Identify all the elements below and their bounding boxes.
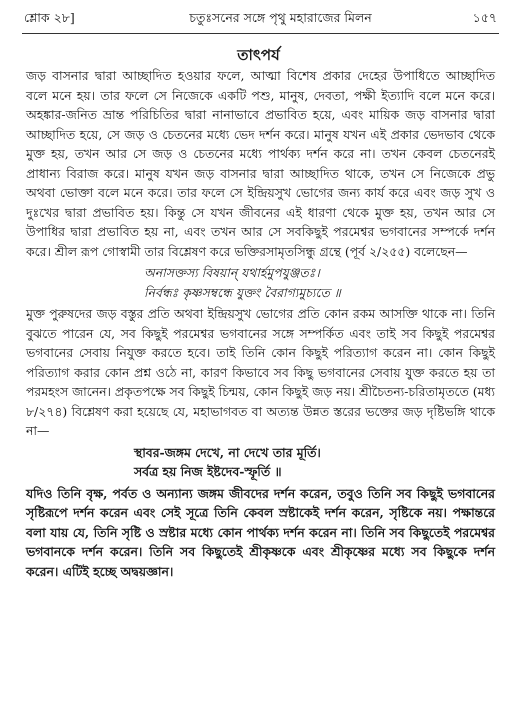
verse2-line-1: স্থাবর-জঙ্গম দেখে, না দেখে তার মূর্তি। (134, 444, 321, 460)
paragraph-1: জড় বাসনার দ্বারা আচ্ছাদিত হওয়ার ফলে, আত্মা বিশেষ প্রকার দেহের উপাধিতে আচ্ছাদিত বলে মনে হয়। তার ফলে সে নিজেকে একটি পশু, মানুষ, দেবতা, পক্ষী ইত্যাদি বলে মনে করে। অহঙ্কার-জনিত ভ্রান্ত পরিচিতির দ্বারা নানাভাবে প্রভাবিত হয়ে, এবং মায়িক জড় বাসনার দ্বারা আচ্ছাদিত হয়ে, সে জড় ও চেতনের মধ্যে ভেদ দর্শন করে। মানুষ যখন এই প্রকার ভেদভাব থেকে মুক্ত হয়, তখন আর সে জড় ও চেতনের মধ্যে পার্থক্য দর্শন করে না। তখন কেবল চেতনেরই প্রাধান্য বিরাজ করে। মানুষ যখন জড় বাসনার দ্বারা আচ্ছাদিত থাকে, তখন সে নিজেকে প্রভু অথবা ভোক্তা বলে মনে করে। তার ফলে সে ইন্দ্রিয়সুখ ভোগের জন্য কার্য করে এবং জড় সুখ ও দুঃখের দ্বারা প্রভাবিত হয়। কিন্তু সে যখন জীবনের এই ধারণা থেকে মুক্ত হয়, তখন আর সে উপাধির দ্বারা প্রভাবিত হয় না, এবং তখন আর সে সবকিছুই পরমেশ্বর ভগবানের সম্পর্কে দর্শন করে। শ্রীল রূপ গোস্বামী তার বিশ্লেষণ করে ভক্তিরসামৃতসিন্ধু গ্রন্থে (পূর্ব ২/২৫৫) বলেছেন— (26, 68, 495, 259)
page-number: ১৫৭ (472, 10, 497, 25)
paragraph-2: মুক্ত পুরুষদের জড় বস্তুর প্রতি অথবা ইন্দ্রিয়সুখ ভোগের প্রতি কোন রকম আসক্তি থাকে না। তিনি বুঝতে পারেন যে, সব কিছুই পরমেশ্বর ভগবানের সঙ্গে সম্পর্কিত এবং তাই সব কিছুই পরমেশ্বর ভগবানের সেবায় নিযুক্ত করতে হবে। তাই তিনি কোন কিছুই পরিত্যাগ করেন না। কোন কিছুই পরিত্যাগ করার কোন প্রশ্ন ওঠে না, কারণ কিভাবে সব কিছু ভগবানের সেবায় যুক্ত করতে হয় তা পরমহংস জানেন। প্রকৃতপক্ষে সব কিছুই চিন্ময়, কোন কিছুই জড় নয়। শ্রীচৈতন্য-চরিতামৃততে (মধ্য ৮/২৭৪) বিশ্লেষণ করা হয়েছে যে, মহাভাগবত বা অত্যন্ত উন্নত স্তরের ভক্তের জড় দৃষ্টিভঙ্গি থাকে না— (26, 306, 495, 438)
verse-line-1: অনাসক্তস্য বিষয়ান্ যথার্হমুপযুঞ্জতঃ। (144, 265, 320, 280)
running-head (24, 10, 497, 32)
bengali-verse (26, 443, 495, 482)
sanskrit-verse (26, 263, 495, 302)
verse-number: শ্লোক ২৮] (24, 10, 75, 25)
paragraph-3: যদিও তিনি বৃক্ষ, পর্বত ও অন্যান্য জঙ্গম জীবদের দর্শন করেন, তবুও তিনি সব কিছুই ভগবানের সৃষ্টিরূপে দর্শন করেন এবং সেই সূত্রে তিনি কেবল স্রষ্টাকেই দর্শন করেন, সৃষ্টিকে নয়। পক্ষান্তরে বলা যায় যে, তিনি সৃষ্টি ও স্রষ্টার মধ্যে কোন পার্থক্য দর্শন করেন না। তিনি সব কিছুতেই পরমেশ্বর ভগবানকে দর্শন করেন। তিনি সব কিছুতেই শ্রীকৃষ্ণকে এবং শ্রীকৃষ্ণের মধ্যে সব কিছুকে দর্শন করেন। এটিই হচ্ছে অদ্বয়জ্ঞান। (26, 485, 495, 579)
verse2-line-2: সর্বত্র হয় নিজ ইষ্টদেব-স্ফূর্তি ॥ (134, 464, 282, 479)
purport-body (26, 66, 495, 581)
verse-line-2: নির্বন্ধঃ কৃষ্ণসম্বন্ধে যুক্তং বৈরাগ্যমুচ্যতে ॥ (144, 284, 341, 300)
header-rule (22, 33, 499, 34)
chapter-title: চতুঃসনের সঙ্গে পৃথু মহারাজের মিলন (189, 10, 372, 25)
purport-heading: তাৎপর্য (237, 46, 280, 64)
